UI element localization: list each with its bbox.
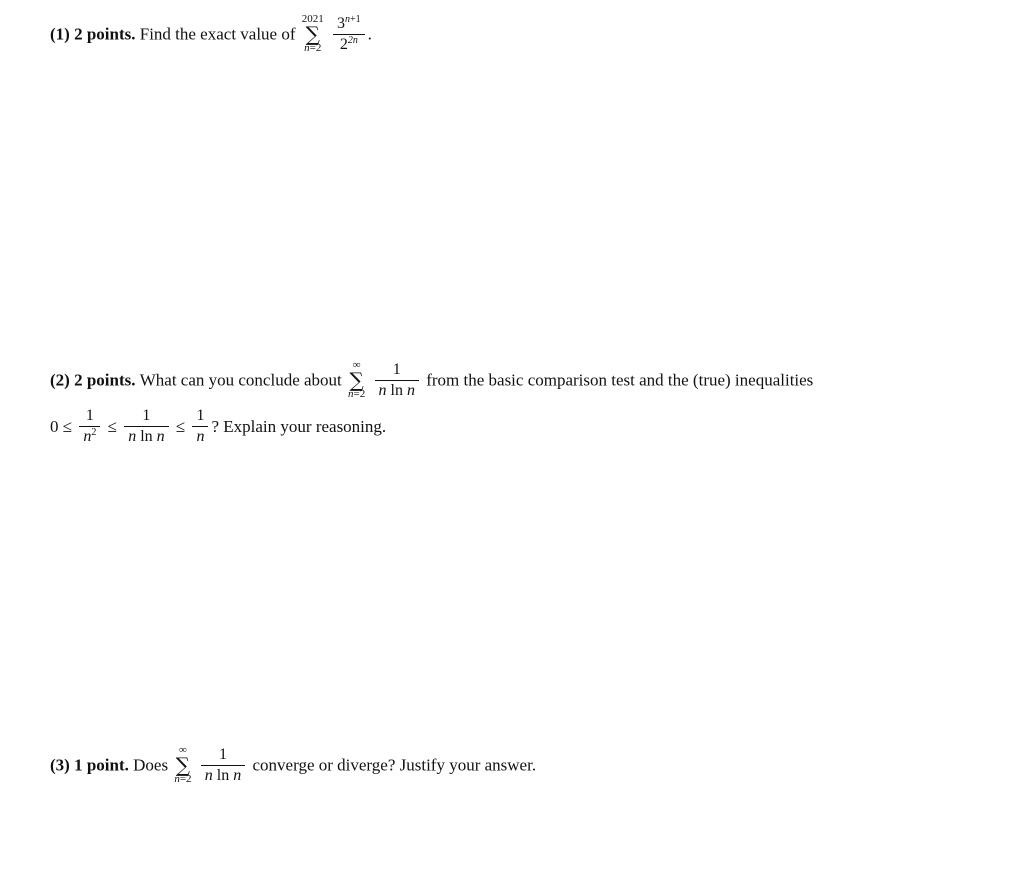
fraction-numerator: 1 [192,408,208,427]
problem-2-points: (2) 2 points. [50,370,136,390]
problem-2-text: What can you conclude about [139,370,342,390]
problem-1-summation [302,14,324,54]
fraction-numerator: $3^{n+1}$ [333,16,365,35]
sigma-symbol: ∑ [349,368,364,392]
problem-3-text: Does [133,755,169,775]
fraction-numerator: 1 [124,408,168,427]
problem-3-fraction [201,747,245,784]
leq-symbol: ≤ [62,417,73,436]
fraction-denominator: n ln n [204,766,242,784]
sigma-symbol: ∑ [175,753,191,777]
problem-2 [50,360,813,400]
sum-lower-limit: n=2 [348,388,366,400]
fraction-one-over-n-ln-n [124,408,168,445]
problem-2-text-continued: from the basic comparison test and the (true) inequalities [426,370,814,390]
inequality-zero: 0 [50,417,59,436]
fraction-one-over-n-squared [79,408,100,445]
fraction-denominator: n ln n [378,381,415,399]
fraction-numerator: 1 [201,747,245,766]
problem-2-summation [348,360,365,400]
problem-1-points: (1) 2 points. [50,24,136,44]
fraction-denominator: n [196,428,205,445]
problem-3 [50,745,536,785]
problem-3-points: (3) 1 point. [50,755,129,775]
problem-2-inequalities [50,408,386,445]
problem-1-text: Find the exact value of [139,24,296,44]
leq-symbol: ≤ [175,417,186,436]
sum-lower-limit: n=2 [304,42,322,54]
problem-1-period: . [367,24,372,44]
sum-upper-limit: ∞ [352,359,361,371]
problem-1-fraction [333,13,365,53]
leq-symbol: ≤ [107,417,117,436]
sum-lower-limit: n=2 [174,773,192,785]
sum-upper-limit: ∞ [179,744,187,756]
fraction-denominator: n ln n [128,428,165,445]
problem-2-explain-text: ? Explain your reasoning. [211,417,387,436]
sum-upper-limit: 2021 [301,13,324,25]
fraction-denominator: $2^{2n}$ [339,34,358,53]
fraction-numerator: 1 [375,362,419,381]
problem-1 [50,14,372,54]
problem-3-summation [174,745,191,785]
fraction-one-over-n [192,408,208,445]
problem-3-text-continued: converge or diverge? Justify your answer. [252,755,537,775]
fraction-numerator: 1 [79,408,100,427]
problem-2-fraction [375,362,419,399]
fraction-denominator: $n^2$ [83,427,97,445]
sigma-symbol: ∑ [305,22,320,46]
